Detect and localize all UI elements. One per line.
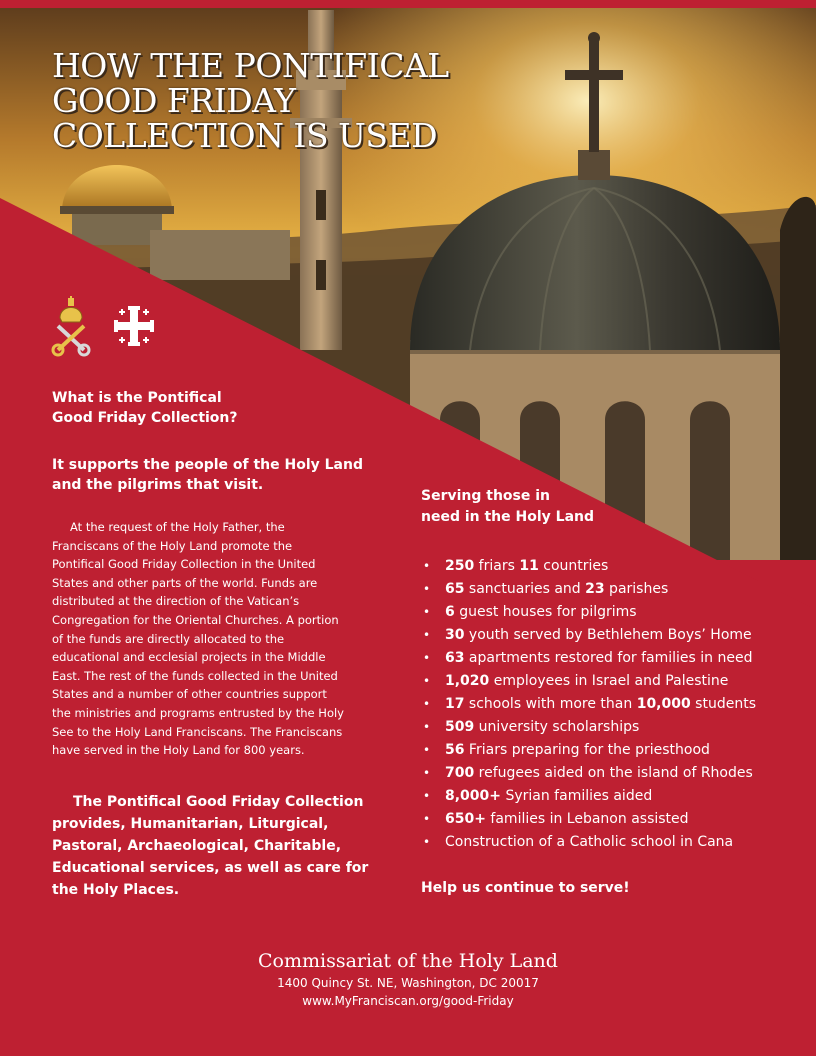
para-line: the ministries and programs entrusted by the Holy — [52, 705, 344, 720]
stats-list — [421, 555, 801, 854]
serving-heading — [421, 486, 681, 528]
para-line: educational and ecclesial projects in the Middle — [52, 650, 326, 665]
stat-item: • 56 Friars preparing for the priesthood — [421, 739, 801, 762]
para-line: have served in the Holy Land for 800 years. — [52, 743, 305, 758]
services-line: the Holy Places. — [52, 882, 180, 898]
question-line: Good Friday Collection? — [52, 410, 238, 426]
stat-item: • 700 refugees aided on the island of Rhodes — [421, 762, 801, 785]
para-line: of the funds are directly allocated to the — [52, 631, 285, 646]
stat-item: • 17 schools with more than 10,000 students — [421, 693, 801, 716]
stat-item: • Construction of a Catholic school in Cana — [421, 831, 801, 854]
title-line: HOW THE PONTIFICAL — [52, 46, 449, 85]
para-line: See to the Holy Land Franciscans. The Franciscans — [52, 724, 343, 739]
services-line: The Pontifical Good Friday Collection — [73, 794, 364, 810]
para-line: Pontifical Good Friday Collection in the United — [52, 557, 316, 572]
services-line: provides, Humanitarian, Liturgical, — [52, 816, 329, 832]
footer — [0, 948, 816, 1010]
stat-item: • 8,000+ Syrian families aided — [421, 785, 801, 808]
question-heading — [52, 388, 352, 428]
organization-name: Commissariat of the Holy Land — [258, 950, 558, 972]
title-line: COLLECTION IS USED — [52, 116, 438, 155]
services-statement — [52, 791, 382, 901]
serving-heading-line: need in the Holy Land — [421, 509, 595, 525]
top-red-bar — [0, 0, 816, 8]
jerusalem-cross-icon — [114, 306, 154, 346]
website-url: www.MyFranciscan.org/good-Friday — [302, 994, 514, 1008]
para-line: States and a number of other countries support — [52, 687, 327, 702]
para-line: Congregation for the Oriental Churches. A portion — [52, 612, 339, 627]
stat-item: • 250 friars 11 countries — [421, 555, 801, 578]
question-line: What is the Pontifical — [52, 390, 222, 406]
papal-keys-icon — [53, 296, 89, 355]
answer-line: It supports the people of the Holy Land — [52, 457, 363, 473]
page-title — [52, 48, 532, 153]
stat-item: • 30 youth served by Bethlehem Boys’ Home — [421, 624, 801, 647]
stat-item: • 509 university scholarships — [421, 716, 801, 739]
para-line: East. The rest of the funds collected in the United — [52, 668, 338, 683]
para-line: Franciscans of the Holy Land promote the — [52, 538, 293, 553]
stat-item: • 63 apartments restored for families in need — [421, 647, 801, 670]
stat-item: • 1,020 employees in Israel and Palestine — [421, 670, 801, 693]
services-line: Pastoral, Archaeological, Charitable, — [52, 838, 342, 854]
call-to-action: Help us continue to serve! — [421, 880, 630, 896]
stat-item: • 65 sanctuaries and 23 parishes — [421, 578, 801, 601]
services-line: Educational services, as well as care for — [52, 860, 369, 876]
title-line: GOOD FRIDAY — [52, 81, 296, 120]
stat-item: • 6 guest houses for pilgrims — [421, 601, 801, 624]
para-line: At the request of the Holy Father, the — [70, 520, 285, 534]
answer-heading — [52, 455, 382, 495]
para-line: States and other parts of the world. Funds are — [52, 575, 318, 590]
para-line: distributed at the direction of the Vatican’s — [52, 594, 300, 609]
address: 1400 Quincy St. NE, Washington, DC 20017 — [277, 976, 539, 990]
serving-heading-line: Serving those in — [421, 488, 551, 504]
logo-group — [48, 296, 178, 358]
stat-item: • 650+ families in Lebanon assisted — [421, 808, 801, 831]
answer-line: and the pilgrims that visit. — [52, 477, 264, 493]
body-paragraph — [52, 518, 382, 760]
